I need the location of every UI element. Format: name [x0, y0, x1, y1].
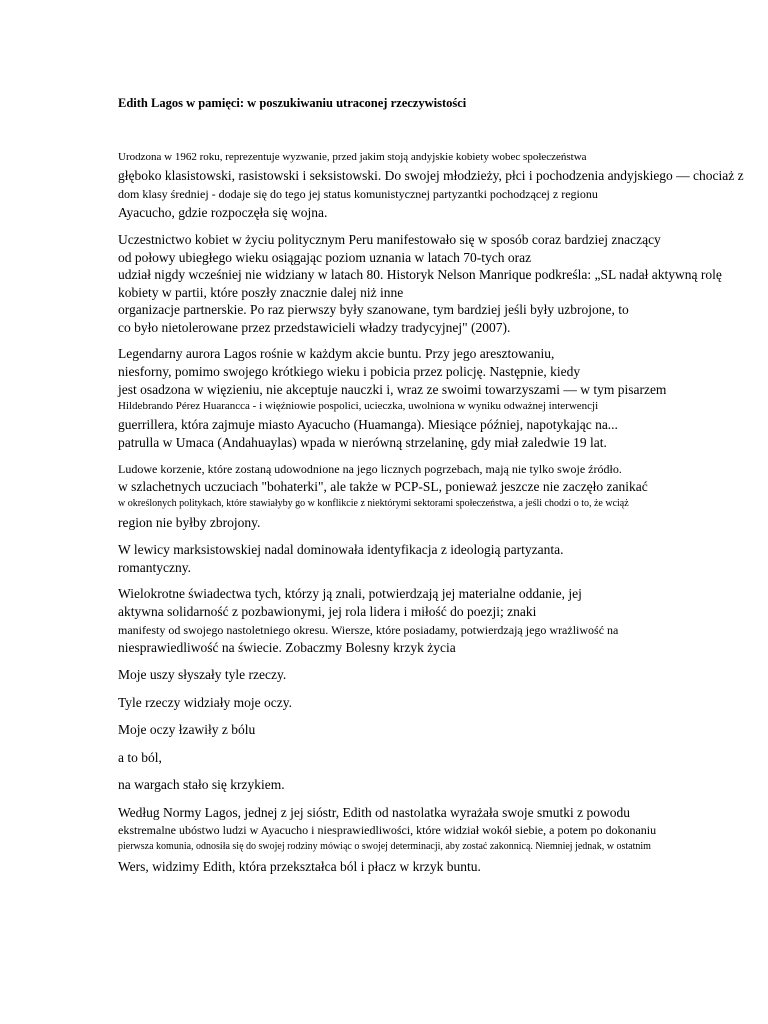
poem-verse-5: na wargach stało się krzykiem.: [118, 777, 285, 792]
paragraph-3-line-4: Hildebrando Pérez Huarancca - i więźniowie pospolici, ucieczka, uwolniona w wyniku odważnej interwencji: [118, 400, 599, 412]
document-title: Edith Lagos w pamięci: w poszukiwaniu utraconej rzeczywistości: [118, 96, 467, 110]
paragraph-6-line-3: manifesty od swojego nastoletniego okresu. Wiersze, które posiadamy, potwierdzają jego wrażliwość na: [118, 623, 619, 637]
poem-verse-2: Tyle rzeczy widziały moje oczy.: [118, 695, 292, 710]
paragraph-2-line-2: od połowy ubiegłego wieku osiągając poziom uznania w latach 70-tych oraz: [118, 250, 532, 265]
paragraph-2-line-5: organizacje partnerskie. Po raz pierwszy były szanowane, tym bardziej jeśli były uzbrojone, to: [118, 302, 629, 317]
paragraph-7-line-3: pierwsza komunia, odnosiła się do swojej rodziny mówiąc o swojej determinacji, aby zostać zakonnicą. Niemniej jednak, w ostatnim: [118, 841, 651, 852]
paragraph-3-line-2: niesforny, pomimo swojego krótkiego wieku i pobicia przez policję. Następnie, kiedy: [118, 364, 581, 379]
paragraph-2-line-6: co było nietolerowane przez przedstawicieli władzy tradycyjnej" (2007).: [118, 320, 511, 335]
paragraph-7-line-4: Wers, widzimy Edith, która przekształca ból i płacz w krzyk buntu.: [118, 859, 481, 874]
paragraph-1-line-3: dom klasy średniej - dodaje się do tego jej status komunistycznej partyzantki pochodzącej z regionu: [118, 187, 598, 201]
paragraph-3-line-1: Legendarny aurora Lagos rośnie w każdym akcie buntu. Przy jego aresztowaniu,: [118, 346, 555, 361]
paragraph-7-line-1: Według Normy Lagos, jednej z jej sióstr, Edith od nastolatka wyrażała swoje smutki z powodu: [118, 805, 631, 820]
paragraph-6-line-1: Wielokrotne świadectwa tych, którzy ją znali, potwierdzają jej materialne oddanie, jej: [118, 586, 582, 601]
paragraph-2-line-4: kobiety w partii, które poszły znacznie dalej niż inne: [118, 285, 404, 300]
paragraph-1-line-2: głęboko klasistowski, rasistowski i seksistowski. Do swojej młodzieży, płci i pochodzenia andyjskiego — chociaż z: [118, 168, 744, 183]
paragraph-2-line-3: udział nigdy wcześniej nie widziany w latach 80. Historyk Nelson Manrique podkreśla: „SL nadał aktywną rolę: [118, 267, 722, 282]
paragraph-7-line-2: ekstremalne ubóstwo ludzi w Ayacucho i niesprawiedliwości, które widział wokół siebie, a potem po dokonaniu: [118, 823, 657, 837]
poem-verse-4: a to ból,: [118, 750, 162, 765]
poem-verse-1: Moje uszy słyszały tyle rzeczy.: [118, 667, 287, 682]
paragraph-4-line-4: region nie byłby zbrojony.: [118, 515, 261, 530]
paragraph-5-line-1: W lewicy marksistowskiej nadal dominowała identyfikacja z ideologią partyzanta.: [118, 542, 564, 557]
paragraph-3-line-5: guerrillera, która zajmuje miasto Ayacucho (Huamanga). Miesiące później, napotykając na...: [118, 417, 618, 432]
paragraph-2-line-1: Uczestnictwo kobiet w życiu politycznym Peru manifestowało się w sposób coraz bardziej znaczący: [118, 232, 661, 247]
paragraph-3-line-6: patrulla w Umaca (Andahuaylas) wpada w nierówną strzelaninę, gdy miał zaledwie 19 lat.: [118, 435, 607, 450]
paragraph-1-line-4: Ayacucho, gdzie rozpoczęła się wojna.: [118, 205, 328, 220]
paragraph-4-line-2: w szlachetnych uczuciach "bohaterki", ale także w PCP-SL, ponieważ jeszcze nie zaczęło zanikać: [118, 479, 648, 494]
paragraph-4-line-3: w określonych politykach, które stawiałyby go w konflikcie z niektórymi sektorami społeczeństwa, a jeśli chodzi o to, że wciąż: [118, 498, 629, 509]
poem-verse-3: Moje oczy łzawiły z bólu: [118, 722, 256, 737]
paragraph-6-line-2: aktywna solidarność z pozbawionymi, jej rola lidera i miłość do poezji; znaki: [118, 604, 537, 619]
paragraph-5-line-2: romantyczny.: [118, 560, 191, 575]
paragraph-3-line-3: jest osadzona w więzieniu, nie akceptuje nauczki i, wraz ze swoimi towarzyszami — w tym pisarzem: [118, 382, 667, 397]
paragraph-1-line-1: Urodzona w 1962 roku, reprezentuje wyzwanie, przed jakim stoją andyjskie kobiety wobec społeczeństwa: [118, 151, 587, 163]
paragraph-6-line-4: niesprawiedliwość na świecie. Zobaczmy Bolesny krzyk życia: [118, 640, 456, 655]
paragraph-4-line-1: Ludowe korzenie, które zostaną udowodnione na jego licznych pogrzebach, mają nie tylko swoje źródło.: [118, 462, 622, 476]
